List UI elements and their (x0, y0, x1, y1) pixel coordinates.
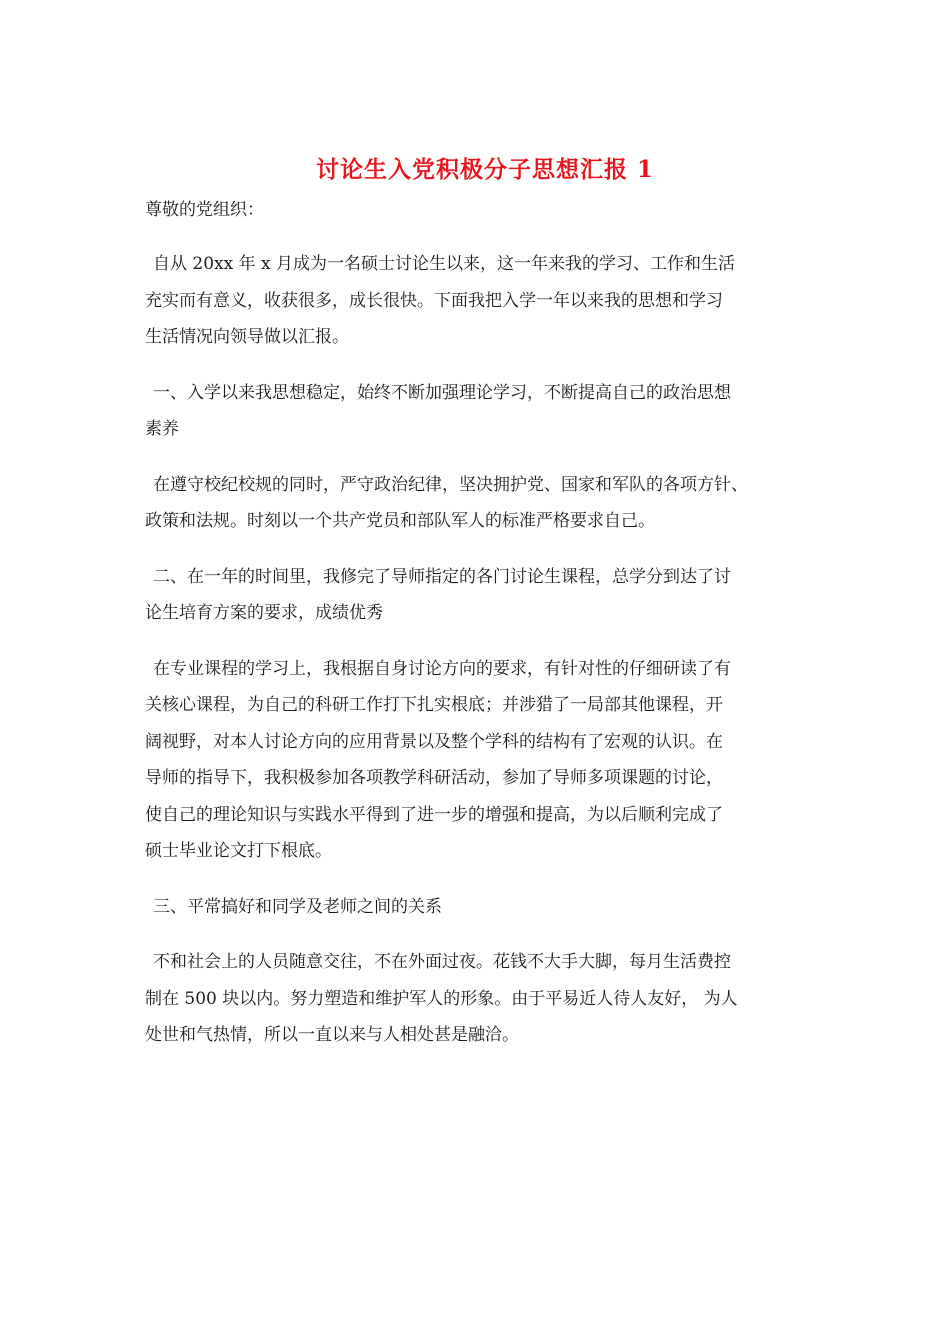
paragraph-line: 政策和法规。时刻以一个共产党员和部队军人的标准严格要求自己。 (145, 511, 655, 531)
paragraph (145, 944, 825, 1054)
paragraph-line: 二、在一年的时间里，我修完了导师指定的各门讨论生课程，总学分到达了讨 (153, 566, 731, 587)
paragraph (145, 375, 825, 448)
paragraph (145, 889, 825, 926)
paragraph-line: 导师的指导下，我积极参加各项教学科研活动，参加了导师多项课题的讨论， (145, 768, 723, 788)
paragraph-line: 不和社会上的人员随意交往，不在外面过夜。花钱不大手大脚，每月生活费控 (153, 952, 731, 972)
document-title: 讨论生入党积极分子思想汇报 1 (315, 156, 654, 183)
paragraph-line: 硕士毕业论文打下根底。 (145, 841, 332, 861)
paragraph-line: 使自己的理论知识与实践水平得到了进一步的增强和提高，为以后顺利完成了 (145, 804, 723, 825)
paragraph-line: 论生培育方案的要求，成绩优秀 (145, 603, 383, 623)
paragraph-line: 一、入学以来我思想稳定，始终不断加强理论学习，不断提高自己的政治思想 (153, 382, 731, 403)
paragraph-line: 生活情况向领导做以汇报。 (145, 327, 349, 347)
paragraph-line: 素养 (145, 419, 179, 439)
paragraph (145, 559, 825, 632)
paragraph-line: 在遵守校纪校规的同时，严守政治纪律，坚决拥护党、国家和军队的各项方针、 (153, 474, 748, 495)
document-page (145, 150, 825, 1073)
paragraph-line: 处世和气热情，所以一直以来与人相处甚是融洽。 (145, 1025, 519, 1045)
paragraph-line: 在专业课程的学习上，我根据自身讨论方向的要求，有针对性的仔细研读了有 (153, 658, 731, 679)
salutation: 尊敬的党组织： (145, 200, 264, 220)
document-body (145, 246, 825, 1054)
paragraph (145, 467, 825, 540)
paragraph (145, 246, 825, 356)
paragraph-line: 三、平常搞好和同学及老师之间的关系 (153, 896, 442, 917)
paragraph-line: 制在 500 块以内。努力塑造和维护军人的形象。由于平易近人待人友好， 为人 (145, 988, 738, 1009)
paragraph-line: 自从 20xx 年 x 月成为一名硕士讨论生以来，这一年来我的学习、工作和生活 (153, 254, 736, 274)
paragraph-line: 阔视野，对本人讨论方向的应用背景以及整个学科的结构有了宏观的认识。在 (145, 731, 723, 752)
paragraph (145, 651, 825, 870)
paragraph-line: 关核心课程，为自己的科研工作打下扎实根底；并涉猎了一局部其他课程，开 (145, 695, 723, 715)
paragraph-line: 充实而有意义，收获很多，成长很快。下面我把入学一年以来我的思想和学习 (145, 290, 723, 311)
